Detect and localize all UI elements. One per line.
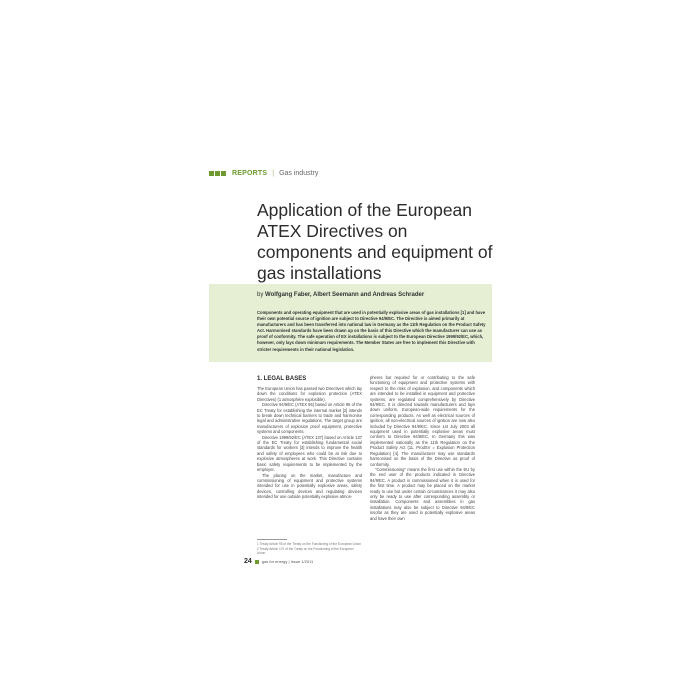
title-line: Application of the European bbox=[257, 200, 473, 220]
byline-prefix: by bbox=[257, 292, 264, 298]
footnote: 1 Treaty Article 95 of the Treaty on the Functioning of the European Union bbox=[257, 542, 362, 546]
byline bbox=[257, 292, 424, 298]
publication-label: gas for energy | Issue 1/2011 bbox=[261, 559, 314, 564]
footnote-divider bbox=[257, 539, 287, 540]
title-line: ATEX Directives on bbox=[257, 221, 408, 241]
title-line: gas installations bbox=[257, 263, 382, 283]
body-paragraph: "Commissioning" means the first use within the EU by the end user of the products indicated in Directive 94/9/EC. A product is commissioned when it is used for the first time. A product may be placed on the market ready to use but under certain circumstances it may also only be ready to use after corresponding assembly or installation. Components and assemblies in gas installations may also be subject to Directive 94/9/EC insofar as they are used in potentially explosive areas and have their own bbox=[370, 466, 475, 521]
body-paragraph: Directive 94/9/EC (ATEX 95) based on Article 95 of the EC Treaty for establishing the internal market [2] intends to break down technical barriers to trade and harmonise legal and administrative regulations. The target group are manufacturers of explosion proof equipment, protective systems and components. bbox=[257, 402, 362, 435]
header-separator: | bbox=[272, 170, 275, 177]
category-label: Gas industry bbox=[279, 170, 319, 177]
article-title bbox=[257, 200, 507, 284]
report-header bbox=[209, 170, 318, 177]
page-footer bbox=[244, 558, 313, 565]
section-heading: 1. LEGAL BASES bbox=[257, 376, 307, 382]
body-paragraph: Directive 1999/92/EC (ATEX 137) based on Article 137 of the EC Treaty for establishing fundamental social standards for workers [3] intends to improve the health and safety of employees who could be at risk due to explosive atmospheres at work. This Directive contains basic safety requirements to be implemented by the employer. bbox=[257, 434, 362, 473]
body-column-left bbox=[257, 375, 362, 500]
byline-authors: Wolfgang Faber, Albert Seemann and Andreas Schrader bbox=[265, 292, 425, 298]
footer-square-icon bbox=[255, 560, 259, 564]
footnotes bbox=[257, 542, 362, 556]
body-paragraph: The placing on the market, manufacture and commissioning of equipment and protective systems intended for use in potentially explosive areas, safety devices, controlling devices and regulating devices intended for use outside potentially explosive atmos- bbox=[257, 472, 362, 500]
body-column-right bbox=[370, 375, 475, 521]
body-paragraph: The European Union has passed two Directives which lay down the conditions for explosion protection (ATEX Directives) (1 atmosphère explosible). bbox=[257, 386, 362, 402]
title-line: components and equipment of bbox=[257, 242, 493, 262]
abstract-text: Components and operating equipment that are used in potentially explosive areas of gas installations [1] and have their own potential source of ignition are subject to Directive 94/9/EC. The Directive is aimed primarily at manufacturers and has been transferred into national law in Germany as the 11th Regulation on the Product Safety Act. Harmonised standards have been drawn up on the basis of this Directive which the manufacturer can use as proof of conformity. The safe operation of EX installations is subject to the European Directive 1999/92/EC, which, however, only lays down minimum requirements. The Member States are free to implement this Directive with stricter requirements in their national legislation. bbox=[257, 310, 486, 352]
page-number: 24 bbox=[244, 558, 252, 565]
section-squares-icon bbox=[209, 171, 227, 176]
footnote: 2 Treaty Article 137 of the Treaty on the Functioning of the European Union bbox=[257, 546, 354, 556]
section-label: REPORTS bbox=[232, 170, 268, 177]
body-paragraph: pheres but required for or contributing to the safe functioning of equipment and protective systems with respect to the risks of explosion, and components which are intended to be installed in equipment and protective systems, are regulated comprehensively by Directive 94/9/EC. It is directed towards manufacturers and lays down uniform, European-wide requirements for the corresponding products. As well as electrical sources of ignition, all non-electrical sources of ignition are now also included by Directive 94/9/EC. Since 1st July 2003 all equipment used in potentially explosive areas must conform to Directive 94/9/EC. In Germany this was implemented nationally as the 11th Regulation on the Product Safety Act (11. ProdSV = Explosion Protection Regulation) [4]. The manufacturer may use standards harmonised on the basis of the Directive as proof of conformity. bbox=[370, 375, 475, 467]
